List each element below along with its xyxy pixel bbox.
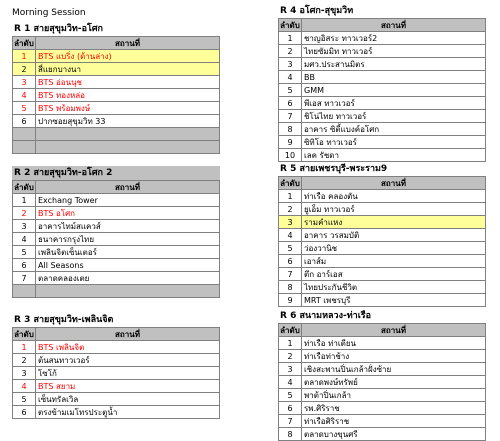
table-row [279, 216, 486, 229]
stop-number: 8 [279, 281, 302, 294]
table-row [13, 63, 220, 76]
stop-location: MRT เพชรบุรี [302, 294, 486, 307]
table-header-row [13, 37, 220, 50]
spacer-row [13, 285, 220, 298]
stop-location: เอาส์ม [302, 255, 486, 268]
route-table [278, 18, 486, 162]
stop-number: 2 [279, 350, 302, 363]
route-title: R 2 สายสุขุมวิท-อโศก 2 [12, 166, 220, 180]
table-row [279, 110, 486, 123]
route-table [278, 176, 486, 307]
stop-number: 6 [13, 115, 36, 128]
stop-number: 3 [279, 58, 302, 71]
spacer-row [13, 128, 220, 141]
stop-location: รพ.ศิริราช [302, 402, 486, 415]
session-title: Morning Session [12, 8, 86, 18]
table-row [279, 97, 486, 110]
stop-location: มศว.ประสานมิตร [302, 58, 486, 71]
route-title: R 3 สายสุขุมวิท-เพลินจิต [14, 315, 114, 325]
route-r6 [278, 309, 486, 441]
table-header-row [279, 177, 486, 190]
stop-location: All Seasons [36, 259, 220, 272]
stop-location: ชิโน่ไทย ทาวเวอร์ [302, 110, 486, 123]
stop-location: โซโก้ [36, 367, 220, 380]
column-header-location: สถานที่ [302, 324, 486, 337]
stop-location: ไทยประกันชีวิต [302, 281, 486, 294]
table-row [13, 272, 220, 285]
route-title: R 5 สายเพชรบุรี-พระราม9 [280, 164, 388, 174]
stop-location: ท่าเรือศิริราช [302, 415, 486, 428]
column-header-number: ลำดับ [14, 329, 34, 339]
stop-number: 4 [13, 380, 36, 393]
stop-number: 9 [279, 294, 302, 307]
stop-number: 6 [13, 259, 36, 272]
stop-number: 8 [279, 123, 302, 136]
stop-location: ต้นสนทาวเวอร์ [36, 354, 220, 367]
stop-number: 1 [279, 32, 302, 45]
route-table [12, 327, 220, 419]
table-row [279, 363, 486, 376]
table-row [13, 367, 220, 380]
table-row [13, 207, 220, 220]
table-row [279, 268, 486, 281]
stop-location: ชาญอิสระ ทาวเวอร์2 [302, 32, 486, 45]
column-header-location: สถานที่ [302, 19, 486, 32]
table-row [13, 115, 220, 128]
stop-location: BTS อ่อนนุช [36, 76, 220, 89]
stop-number: 5 [279, 84, 302, 97]
stop-location: เพลินจิตเซ็นเตอร์ [36, 246, 220, 259]
stop-number: 2 [279, 45, 302, 58]
table-header-row [279, 324, 486, 337]
table-row [279, 350, 486, 363]
stop-location: เชิงสะพานปิ่นเกล้าฝั่งซ้าย [302, 363, 486, 376]
stop-number: 4 [279, 376, 302, 389]
stop-location: Exchang Tower [36, 194, 220, 207]
table-header-row [279, 19, 486, 32]
stop-number: 3 [13, 367, 36, 380]
route-r4 [278, 4, 486, 162]
stop-location: ไทยซัมมิท ทาวเวอร์ [302, 45, 486, 58]
table-row [279, 45, 486, 58]
stop-number: 3 [279, 216, 302, 229]
table-row [279, 294, 486, 307]
stop-number: 7 [13, 272, 36, 285]
stop-location: ท่าเรือ ท่าเตียน [302, 337, 486, 350]
table-row [279, 136, 486, 149]
stop-location: BTS ทองหล่อ [36, 89, 220, 102]
column-header-number: ลำดับ [280, 325, 300, 335]
table-row [13, 220, 220, 233]
stop-number: 9 [279, 136, 302, 149]
stop-number: 6 [13, 406, 36, 419]
stop-location: อาคาร ซิตี้แบงค์อโศก [302, 123, 486, 136]
stop-number: 7 [279, 415, 302, 428]
stop-number: 2 [13, 207, 36, 220]
table-row [279, 376, 486, 389]
stop-location: ตึก อาร์เอส [302, 268, 486, 281]
column-header-location: สถานที่ [302, 177, 486, 190]
table-row [279, 428, 486, 441]
table-row [279, 402, 486, 415]
stop-number: 3 [279, 363, 302, 376]
stop-location: เซ็นทรัลเวิล [36, 393, 220, 406]
stop-location: พีเอส ทาวเวอร์ [302, 97, 486, 110]
stop-location: BTS สยาม [36, 380, 220, 393]
stop-location: ท่าเรือท่าช้าง [302, 350, 486, 363]
stop-number: 1 [13, 341, 36, 354]
stop-location: ตลาดพงษ์ทรัพย์ [302, 376, 486, 389]
table-row [279, 32, 486, 45]
stop-number: 6 [279, 255, 302, 268]
stop-number: 5 [13, 102, 36, 115]
stop-location: BTS เพลินจิต [36, 341, 220, 354]
stop-number: 2 [13, 354, 36, 367]
route-title: R 1 สายสุขุมวิท-อโศก [14, 24, 103, 34]
stop-number: 1 [279, 190, 302, 203]
stop-location: ซิทิโอ ทาวเวอร์ [302, 136, 486, 149]
column-header-number: ลำดับ [14, 38, 34, 48]
stop-number: 6 [279, 402, 302, 415]
stop-number: 10 [279, 149, 302, 162]
route-r5 [278, 162, 486, 307]
stop-number: 7 [279, 110, 302, 123]
table-row [13, 76, 220, 89]
stop-location: ธนาคารกรุงไทย [36, 233, 220, 246]
column-header-location: สถานที่ [36, 328, 220, 341]
stop-number: 4 [279, 71, 302, 84]
stop-location: ปากซอยสุขุมวิท 33 [36, 115, 220, 128]
stop-location: ยูเอ็ม ทาวเวอร์ [302, 203, 486, 216]
column-header-location: สถานที่ [36, 181, 220, 194]
stop-location: รามคำแหง [302, 216, 486, 229]
table-row [13, 194, 220, 207]
column-header-number: ลำดับ [280, 178, 300, 188]
stop-number: 5 [279, 389, 302, 402]
table-row [279, 190, 486, 203]
route-r2 [12, 166, 220, 298]
table-row [279, 71, 486, 84]
route-r1 [12, 22, 220, 154]
stop-number: 4 [279, 229, 302, 242]
stop-location: พาต้าปิ่นเกล้า [302, 389, 486, 402]
route-table [12, 36, 220, 154]
table-row [279, 389, 486, 402]
route-title: R 4 อโศก-สุขุมวิท [280, 6, 354, 16]
column-header-number: ลำดับ [14, 182, 34, 192]
stop-number: 3 [13, 76, 36, 89]
stop-location: ว่องวานิช [302, 242, 486, 255]
stop-number: 3 [13, 220, 36, 233]
stop-location: BTS แบริ่ง (ด้านล่าง) [36, 50, 220, 63]
table-row [13, 380, 220, 393]
stop-location: ท่าเรือ คลองตัน [302, 190, 486, 203]
stop-number: 6 [279, 97, 302, 110]
table-row [13, 233, 220, 246]
route-title: R 6 สนามหลวง-ท่าเรือ [280, 311, 372, 321]
table-row [13, 354, 220, 367]
table-header-row [13, 328, 220, 341]
table-row [279, 242, 486, 255]
stop-location: BTS อโศก [36, 207, 220, 220]
stop-number: 5 [13, 393, 36, 406]
table-row [279, 123, 486, 136]
table-row [13, 341, 220, 354]
stop-location: ตลาดคลองเตย [36, 272, 220, 285]
table-row [279, 415, 486, 428]
table-row [13, 406, 220, 419]
table-row [13, 393, 220, 406]
stop-number: 5 [13, 246, 36, 259]
table-header-row [13, 181, 220, 194]
stop-number: 4 [13, 89, 36, 102]
column-header-number: ลำดับ [280, 20, 300, 30]
table-row [13, 102, 220, 115]
stop-number: 8 [279, 428, 302, 441]
table-row [279, 58, 486, 71]
stop-location: เลค รัชดา [302, 149, 486, 162]
stop-number: 1 [13, 194, 36, 207]
table-row [279, 337, 486, 350]
route-r3 [12, 313, 220, 419]
table-row [279, 149, 486, 162]
stop-number: 4 [13, 233, 36, 246]
stop-location: ตรงข้ามเมโทรประตูน้ำ [36, 406, 220, 419]
table-row [13, 89, 220, 102]
spacer-row [13, 141, 220, 154]
stop-location: ตลาดบางขุนศรี [302, 428, 486, 441]
table-row [279, 84, 486, 97]
table-row [279, 255, 486, 268]
stop-location: สี่แยกบางนา [36, 63, 220, 76]
stop-number: 1 [13, 50, 36, 63]
stop-number: 7 [279, 268, 302, 281]
stop-number: 2 [13, 63, 36, 76]
table-row [279, 281, 486, 294]
column-header-location: สถานที่ [36, 37, 220, 50]
route-table [278, 323, 486, 441]
stop-location: อาคาร วรสมบัติ [302, 229, 486, 242]
stop-number: 1 [279, 337, 302, 350]
stop-location: BTS พร้อมพงษ์ [36, 102, 220, 115]
table-row [279, 203, 486, 216]
table-row [13, 259, 220, 272]
table-row [279, 229, 486, 242]
stop-number: 2 [279, 203, 302, 216]
stop-number: 5 [279, 242, 302, 255]
route-table [12, 180, 220, 298]
table-row [13, 246, 220, 259]
stop-location: BB [302, 71, 486, 84]
stop-location: อาคารไทม์สแควส์ [36, 220, 220, 233]
table-row [13, 50, 220, 63]
stop-location: GMM [302, 84, 486, 97]
